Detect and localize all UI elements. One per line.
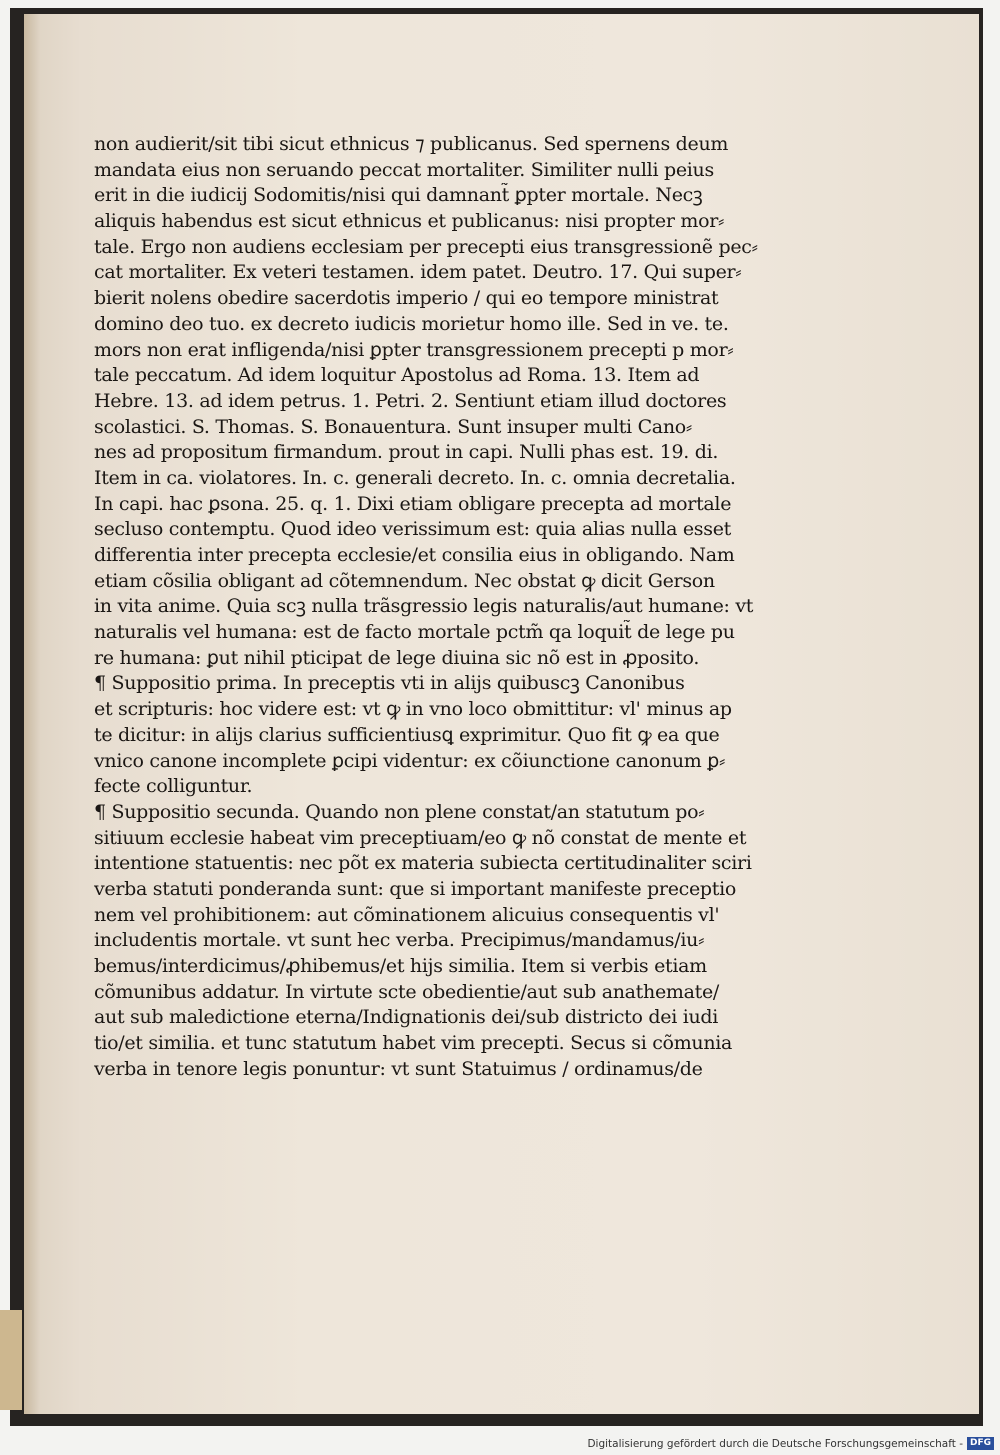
text-line: sitiuum ecclesie habeat vim preceptiuam/eo ꝙ nõ constat de mente et (94, 826, 747, 849)
text-line: etiam cõsilia obligant ad cõtemnendum. Nec obstat ꝙ dicit Gerson (94, 569, 715, 592)
text-line: fecte colliguntur. (94, 775, 253, 798)
text-line: nem vel prohibitionem: aut cõminationem alicuius consequentis vl' (94, 903, 720, 926)
text-line: te dicitur: in alijs clarius sufficientiusꝗ exprimitur. Quo fit ꝙ ea que (94, 723, 720, 746)
text-line: tale. Ergo non audiens ecclesiam per precepti eius transgressionẽ pec⸗ (94, 235, 758, 258)
scan-frame (10, 8, 983, 1426)
text-line: tale peccatum. Ad idem loquitur Apostolus ad Roma. 13. Item ad (94, 364, 700, 387)
text-line: naturalis vel humana: est de facto mortale pctm̃ qa loquit̃ de lege pu (94, 621, 735, 644)
text-line: In capi. hac ꝑsona. 25. q. 1. Dixi etiam obligare precepta ad mortale (94, 492, 732, 515)
text-line: cõmunibus addatur. In virtute scte obedientie/aut sub anathemate/ (94, 980, 720, 1003)
text-block (94, 132, 794, 1082)
text-line: mandata eius non seruando peccat mortaliter. Similiter nulli peius (94, 158, 714, 181)
text-line: aliquis habendus est sicut ethnicus et publicanus: nisi propter mor⸗ (94, 210, 725, 233)
text-line: domino deo tuo. ex decreto iudicis morietur homo ille. Sed in ve. te. (94, 312, 729, 335)
text-line: verba in tenore legis ponuntur: vt sunt Statuimus / ordinamus/de (94, 1057, 703, 1080)
text-line: aut sub maledictione eterna/Indignationis dei/sub districto dei iudi (94, 1006, 719, 1029)
text-line: differentia inter precepta ecclesie/et consilia eius in obligando. Nam (94, 544, 735, 566)
text-line: intentione statuentis: nec põt ex materia subiecta certitudinaliter sciri (94, 852, 752, 875)
binding-tab (0, 1310, 22, 1410)
text-line: re humana: ꝑut nihil pticipat de lege diuina sic nõ est in ꝓposito. (94, 646, 700, 669)
page-gutter (24, 14, 40, 1414)
text-line: nes ad propositum firmandum. prout in capi. Nulli phas est. 19. di. (94, 441, 719, 464)
text-line: ¶ Suppositio prima. In preceptis vti in alijs quibuscꝫ Canonibus (94, 672, 685, 695)
text-line: secluso contemptu. Quod ideo verissimum est: quia alias nulla esset (94, 518, 731, 541)
text-line: vnico canone incomplete ꝑcipi videntur: ex cõiunctione canonum ꝑ⸗ (94, 749, 726, 772)
text-line: et scripturis: hoc videre est: vt ꝙ in vno loco obmittitur: vl' minus ap (94, 698, 732, 721)
text-line: includentis mortale. vt sunt hec verba. Precipimus/mandamus/iu⸗ (94, 929, 705, 952)
text-line: non audierit/sit tibi sicut ethnicus ⁊ publicanus. Sed spernens deum (94, 133, 729, 155)
text-line: verba statuti ponderanda sunt: que si important manifeste preceptio (94, 877, 737, 900)
text-line: ¶ Suppositio secunda. Quando non plene constat/an statutum po⸗ (94, 800, 705, 823)
text-line: in vita anime. Quia scꝫ nulla trãsgressio legis naturalis/aut humane: vt (94, 595, 754, 618)
text-line: mors non erat infligenda/nisi ꝑpter transgressionem precepti p mor⸗ (94, 338, 734, 361)
text-line: cat mortaliter. Ex veteri testamen. idem patet. Deutro. 17. Qui super⸗ (94, 261, 742, 284)
text-line: bierit nolens obedire sacerdotis imperio / qui eo tempore ministrat (94, 287, 719, 310)
text-line: scolastici. S. Thomas. S. Bonauentura. Sunt insuper multi Cano⸗ (94, 415, 692, 438)
book-page (24, 14, 979, 1414)
dfg-logo: DFG (967, 1437, 994, 1450)
text-line: Item in ca. violatores. In. c. generali decreto. In. c. omnia decretalia. (94, 466, 736, 489)
text-line: tio/et similia. et tunc statutum habet vim precepti. Secus si cõmunia (94, 1032, 733, 1055)
footer-credit: Digitalisierung gefördert durch die Deutsche Forschungsgemeinschaft - (587, 1437, 963, 1450)
footer (587, 1437, 994, 1450)
text-line: Hebre. 13. ad idem petrus. 1. Petri. 2. Sentiunt etiam illud doctores (94, 389, 727, 412)
text-line: erit in die iudicij Sodomitis/nisi qui damnant̃ ꝑpter mortale. Necꝫ (94, 184, 703, 207)
text-line: bemus/interdicimus/ꝓhibemus/et hijs similia. Item si verbis etiam (94, 955, 707, 977)
